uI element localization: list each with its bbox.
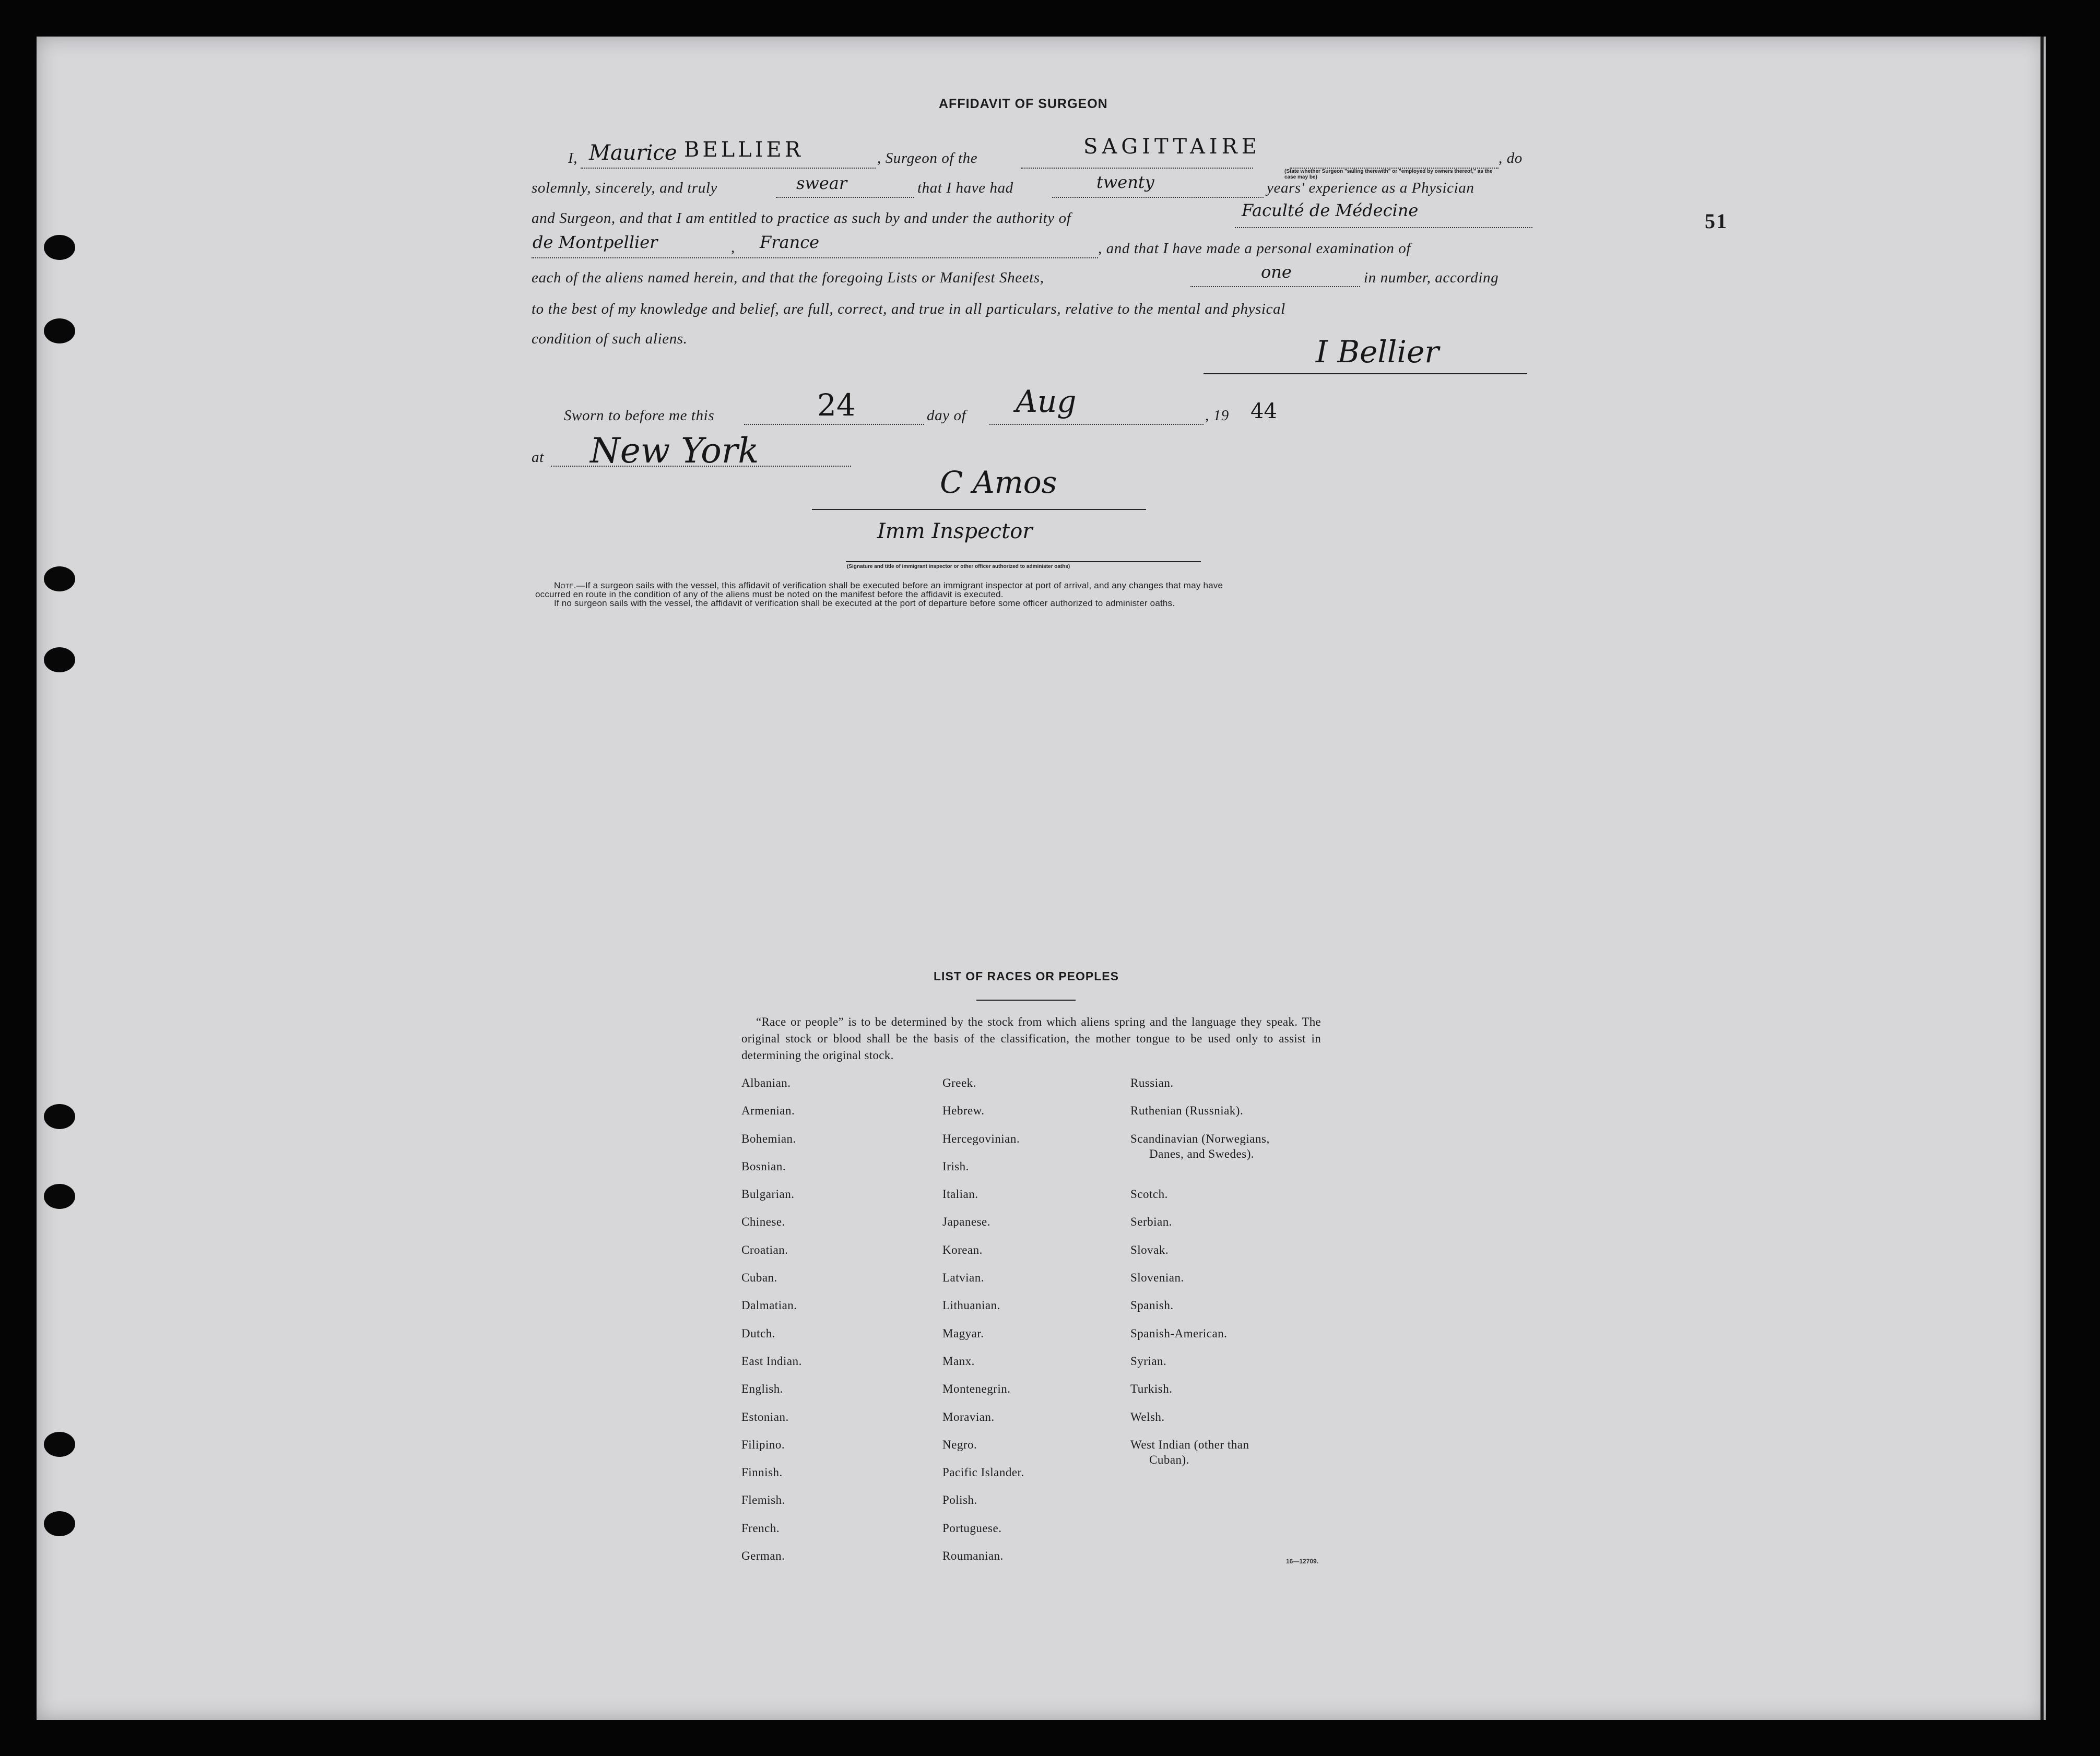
surgeon-name-blank [581,168,876,169]
hw-authority-3: France [760,232,820,252]
race-item: Cuban. [741,1271,777,1285]
binder-hole [44,566,75,591]
years-blank [1052,197,1264,198]
aff-l5b: in number, according [1364,269,1499,286]
aff-l6a: to the best of my knowledge and belief, are full, correct, and true in all particulars, relative to the mental and physical [532,301,1285,317]
note-text-1: —If a surgeon sails with the vessel, this affidavit of verification shall be executed before an immigrant inspector at port of arrival, and any changes that may have [576,580,1223,590]
race-item: Danes, and Swedes). [1149,1147,1255,1160]
race-item: Spanish. [1130,1299,1174,1312]
race-item: East Indian. [741,1354,802,1368]
race-item: Filipino. [741,1438,785,1451]
hw-ship: SAGITTAIRE [1083,135,1261,159]
hw-authority-1: Faculté de Médecine [1242,200,1419,220]
aff-l5a: each of the aliens named herein, and that the foregoing Lists or Manifest Sheets, [532,269,1044,286]
aff-l4-comma: , [731,239,735,256]
race-item: Spanish-American. [1130,1326,1228,1340]
aff-l1b: , Surgeon of the [877,150,978,167]
hw-verb: swear [796,173,847,193]
race-item: Polish. [942,1493,977,1507]
race-item: Bohemian. [741,1132,796,1145]
aff-l7a: condition of such aliens. [532,330,688,347]
form-number: 16—12709. [1286,1558,1319,1565]
officer-caption: (Signature and title of immigrant inspector or other officer authorized to administer oaths) [847,564,1070,569]
hw-officer-title: Imm Inspector [877,519,1033,543]
race-item: Manx. [942,1354,975,1368]
sheets-blank [1190,286,1360,287]
note-text-2: occurred en route in the condition of any of the aliens must be noted on the manifest before the affidavit is executed. [535,589,1004,599]
authority-blank-2 [532,257,1098,258]
race-item: Lithuanian. [942,1299,1000,1312]
hw-authority-2: de Montpellier [533,232,658,252]
day-blank [744,424,924,425]
binder-hole [44,318,75,343]
aff-l1c: , do [1499,150,1523,167]
right-edge-shadow [2040,37,2044,1720]
aff-sworn: Sworn to before me this [564,407,715,424]
page-number: 51 [1705,209,1728,233]
race-item: Negro. [942,1438,977,1451]
signature-line [1204,373,1527,374]
race-item: Finnish. [741,1466,783,1479]
races-heading: LIST OF RACES OR PEOPLES [934,969,1119,983]
note-label: Note. [554,580,576,590]
race-item: Russian. [1130,1076,1174,1089]
race-item: Slovenian. [1130,1271,1184,1285]
races-col-1 [741,1077,802,1577]
race-item: English. [741,1382,784,1396]
race-item: French. [741,1521,780,1535]
race-item: Scotch. [1130,1188,1168,1201]
hw-officer-signature: C Amos [940,465,1057,500]
binder-hole [44,235,75,260]
race-item: Flemish. [741,1493,785,1507]
note-text-3: If no surgeon sails with the vessel, the affidavit of verification shall be executed at the port of departure before some officer authorized to administer oaths. [554,598,1175,608]
race-item: Roumanian. [942,1549,1004,1563]
ship-blank [1021,168,1253,169]
race-item: German. [741,1549,785,1563]
binder-hole [44,647,75,672]
verb-blank [776,197,914,198]
affidavit-heading: AFFIDAVIT OF SURGEON [939,97,1108,111]
hw-month: Aug [1016,384,1077,419]
race-item: Korean. [942,1243,983,1256]
document-sheet [37,37,2046,1720]
race-item: Albanian. [741,1076,791,1089]
hw-surgeon-signature: I Bellier [1316,334,1439,370]
race-item: Dutch. [741,1326,775,1340]
race-item: Magyar. [942,1326,984,1340]
aff-day-of: day of [927,407,966,424]
month-blank [989,424,1204,425]
surgeon-type-hint: (State whether Surgeon "sailing therewith" or "employed by owners thereof," as the case may be) [1284,169,1493,180]
race-item: Dalmatian. [741,1299,797,1312]
race-item: Chinese. [741,1215,785,1229]
races-col-2 [942,1077,1024,1577]
race-item: Turkish. [1130,1382,1173,1396]
aff-l3a: and Surgeon, and that I am entitled to practice as such by and under the authority of [532,210,1071,227]
aff-l4a: , and that I have made a personal examination of [1098,240,1411,257]
race-item: Welsh. [1130,1410,1165,1423]
race-item: West Indian (other than [1130,1438,1249,1451]
race-item: Greek. [942,1076,976,1089]
hw-years: twenty [1096,172,1154,192]
binder-hole [44,1104,75,1129]
officer-line-2 [846,561,1201,562]
race-item: Hebrew. [942,1104,985,1118]
hw-year-suffix: 44 [1250,399,1277,423]
race-item: Cuban). [1149,1453,1189,1466]
race-item: Japanese. [942,1215,990,1229]
race-item: Serbian. [1130,1215,1173,1229]
authority-blank-1 [1235,227,1532,228]
officer-line-1 [812,509,1146,510]
races-heading-rule [976,1000,1076,1001]
aff-l2b: that I have had [917,180,1013,196]
race-item: Latvian. [942,1271,984,1285]
race-item: Italian. [942,1188,978,1201]
hw-sheets: one [1261,262,1292,282]
race-item: Montenegrin. [942,1382,1011,1396]
race-item: Armenian. [741,1104,795,1118]
binder-hole [44,1432,75,1457]
race-item: Pacific Islander. [942,1466,1024,1479]
races-intro [741,1014,1321,1064]
race-item: Moravian. [942,1410,995,1423]
aff-l2a: solemnly, sincerely, and truly [532,180,718,196]
aff-at: at [532,449,544,466]
races-col-3 [1130,1077,1270,1481]
race-item: Croatian. [741,1243,788,1256]
races-intro-text: “Race or people” is to be determined by the stock from which aliens spring and the language they speak. The original stock or blood shall be the basis of the classification, the mother tongue to be used only to assist in determining the original stock. [741,1015,1321,1062]
race-item: Syrian. [1130,1354,1167,1368]
race-item: Portuguese. [942,1521,1002,1535]
race-item: Bosnian. [741,1159,786,1173]
race-item: Bulgarian. [741,1188,795,1201]
aff-year-prefix: , 19 [1205,407,1229,424]
race-item: Slovak. [1130,1243,1169,1256]
hw-surgeon-first: Maurice [589,141,677,165]
affidavit-note [535,581,1538,608]
race-item: Ruthenian (Russniak). [1130,1104,1244,1118]
binder-hole [44,1511,75,1536]
race-item: Hercegovinian. [942,1132,1020,1145]
race-item: Scandinavian (Norwegians, [1130,1132,1270,1145]
aff-l2c: years' experience as a Physician [1267,180,1474,196]
binder-hole [44,1184,75,1209]
aff-l1a: I, [568,150,578,167]
race-item: Estonian. [741,1410,789,1423]
hw-surgeon-last: BELLIER [684,138,804,162]
hw-place: New York [590,431,759,471]
race-item: Irish. [942,1159,969,1173]
hw-day: 24 [817,387,856,423]
